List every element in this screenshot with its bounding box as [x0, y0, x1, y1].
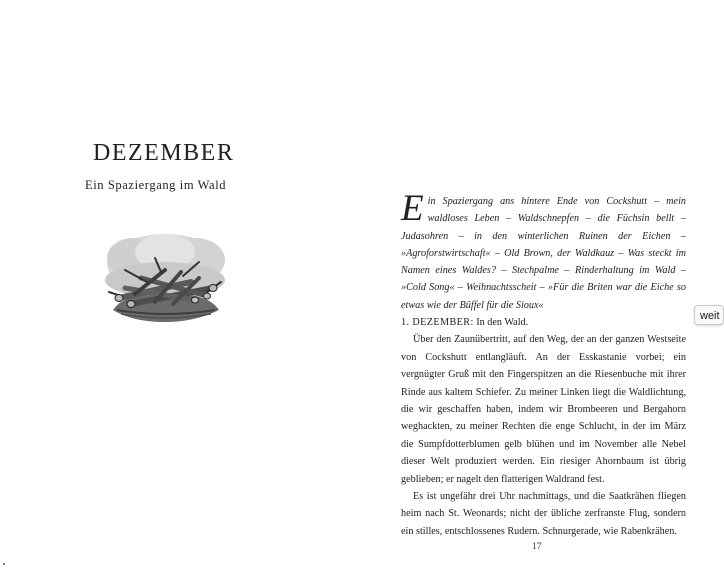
corner-mark — [3, 563, 5, 565]
drop-cap: E — [401, 188, 424, 229]
intro-text: in Spaziergang ans hintere Ende von Cockshutt – mein waldloses Leben – Waldschnepfen – die Füchsin bellt – Judasohren – in den winterlichen Ruinen der Eichen – »Agroforstwirtschaft« – Old Brown, der Waldkauz – Was steckt im Namen eines Waldes? – Stechpalme – Rinderhaltung im Wald – »Cold Song« – Weihnachtsscheit – »Für die Briten war die Eiche so etwas wie der Büffel für die Sioux« — [401, 196, 686, 311]
woodpile-illustration-icon — [95, 222, 235, 330]
chapter-title: DEZEMBER — [93, 140, 235, 166]
page-number: 17 — [532, 542, 542, 552]
paragraph: Über den Zaunübertritt, auf den Weg, der an der ganzen Westseite von Cockshutt entlangläuft. An der Esskastanie vorbei; ein vergnügter Gruß mit den Fingerspitzen an die Riesenbuche mit ihrer Rinde aus kaltem Schiefer. Zu meiner Linken liegt die Waldlichtung, die wir geschaffen haben, indem wir Brombeeren und Bergahorn weghackten, zu meiner Rechten die enge Schlucht, in der im März die Sumpfdotterblumen gelb blühen und im November alle Nebel dieser Welt produziert werden. Ein riesiger Ahornbaum ist übrig geblieben; er nagelt den flatterigen Waldrand fest. — [401, 334, 686, 485]
paragraph: Es ist ungefähr drei Uhr nachmittags, und die Saatkrähen fliegen heim nach St. Weonards; nicht der übliche zerfranste Flug, sondern ein stilles, entschlossenes Rudern. Schnurgerade, wie Rabenkrähen. — [401, 491, 686, 537]
entry-date: 1. DEZEMBER: — [401, 317, 474, 328]
left-page — [0, 0, 357, 569]
entry-heading — [401, 314, 686, 331]
body-text — [401, 314, 686, 540]
weit-badge[interactable]: weit — [694, 305, 724, 325]
chapter-intro — [401, 188, 686, 314]
entry-title: In den Wald. — [473, 317, 529, 328]
chapter-subtitle: Ein Spaziergang im Wald — [85, 178, 227, 192]
